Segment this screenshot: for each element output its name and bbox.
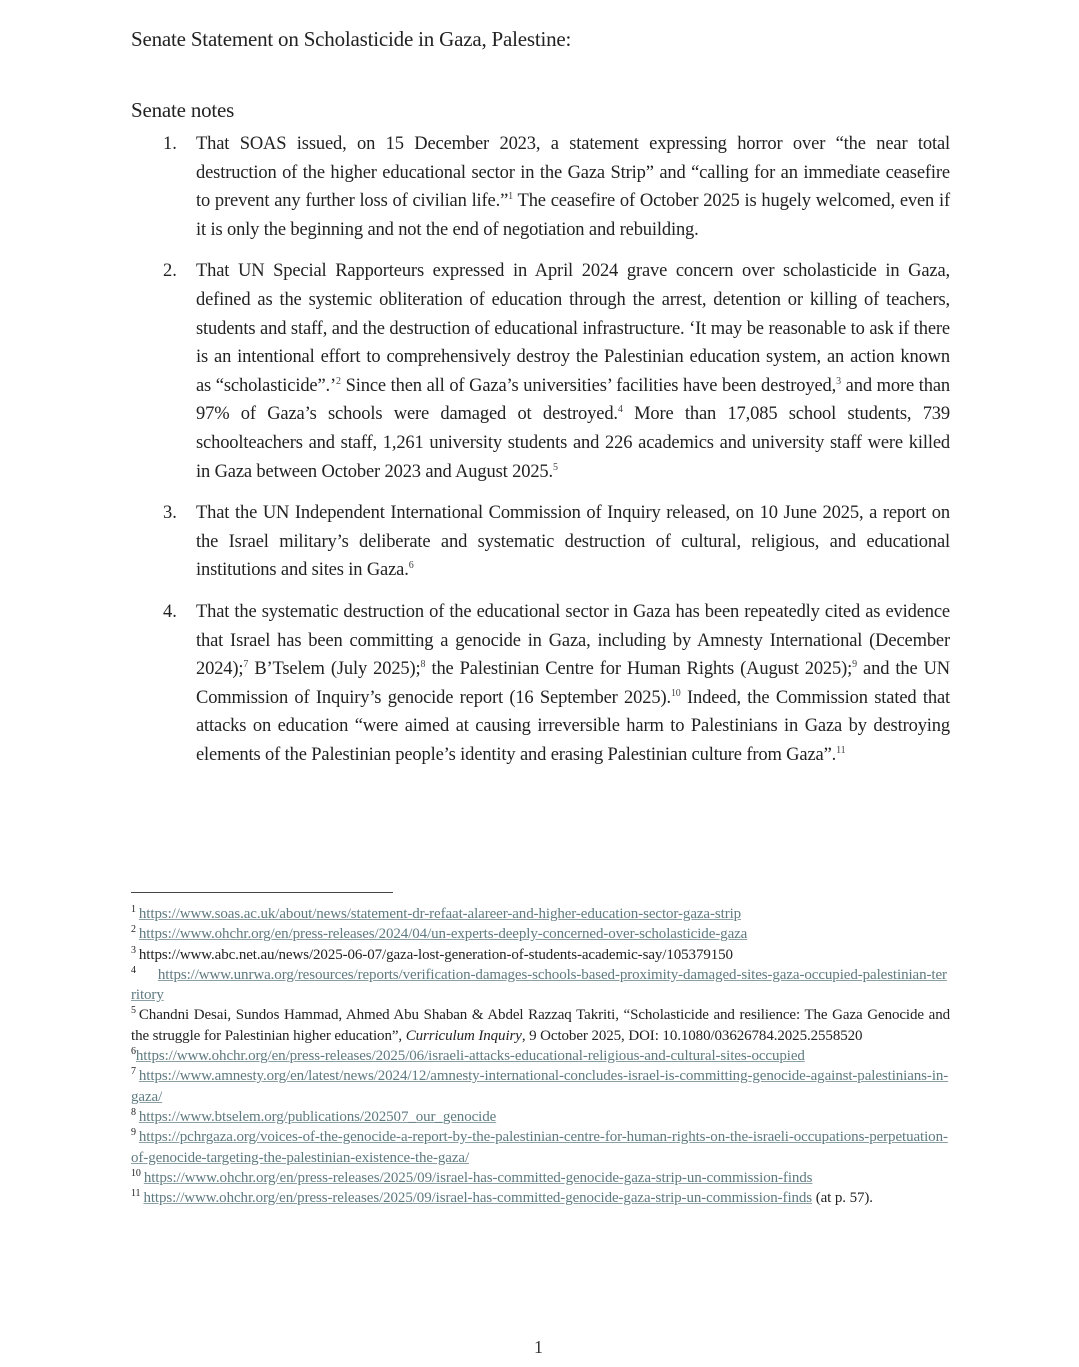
footnote-7	[131, 1066, 950, 1107]
footnote-reference[interactable]: 2	[336, 375, 341, 387]
footnote-link[interactable]: https://pchrgaza.org/voices-of-the-genocide-a-report-by-the-palestinian-centre-for-human-rights-on-the-israeli-occupations-perpetuation-of-genocide-targeting-the-palestinian-existence-the-gaza/	[131, 1129, 948, 1166]
footnote-reference[interactable]: 1	[508, 191, 514, 203]
footnote-reference[interactable]: 10	[670, 687, 681, 699]
footnote-number: 2	[131, 924, 136, 936]
footnote-8	[131, 1107, 950, 1127]
citation-details: , 9 October 2025, DOI: 10.1080/03626784.2025.2558520	[521, 1027, 863, 1044]
footnote-reference[interactable]: 8	[420, 658, 426, 670]
footnote-10	[131, 1168, 950, 1188]
note-number: 3.	[163, 503, 177, 524]
note-number: 4.	[163, 601, 177, 622]
footnote-number: 6	[131, 1046, 136, 1058]
footnote-reference[interactable]: 7	[243, 658, 249, 670]
note-text: That the UN Independent International Commission of Inquiry released, on 10 June 2025, a report on the Israel military’s deliberate and systematic destruction of cultural, religious, and educational institutions and sites in Gaza.$^6$	[196, 503, 950, 581]
footnote-number: 3	[131, 944, 136, 956]
page-number: 1	[534, 1337, 543, 1357]
note-item	[131, 499, 950, 585]
footnote-6	[131, 1046, 950, 1066]
note-item	[131, 257, 950, 486]
footnote-link[interactable]: https://www.amnesty.org/en/latest/news/2024/12/amnesty-international-concludes-israel-is-committing-genocide-against-palestinians-in-gaza/	[131, 1068, 949, 1105]
document-title: Senate Statement on Scholasticide in Gaza, Palestine:	[131, 27, 572, 51]
footnote-suffix: (at p. 57).	[812, 1190, 873, 1207]
note-item	[131, 598, 950, 770]
footnote-url-text: https://www.abc.net.au/news/2025-06-07/gaza-lost-generation-of-students-academic-say/105379150	[138, 946, 733, 963]
note-text: That UN Special Rapporteurs expressed in April 2024 grave concern over scholasticide in Gaza, defined as the systemic obliteration of education through the arrest, detention or killing of teachers, students and staff, and the destruction of educational infrastructure. ‘It may be reasonable to ask if there is an intentional effort to comprehensively destroy the Palestinian education system, an action known as “scholasticide”.’$^2$ Since then all of Gaza’s universities’ facilities have been destroyed,$^3$ and more than 97% of Gaza’s schools were damaged ot destroyed.$^4$ More than 17,085 school students, 739 schoolteachers and staff, 1,261 university students and 226 academics and university staff were killed in Gaza between October 2023 and August 2025.$^5$	[196, 261, 950, 482]
footnote-9	[131, 1127, 950, 1168]
senate-notes-list	[131, 130, 950, 769]
citation-authors-title: Chandni Desai, Sundos Hammad, Ahmed Abu Shaban & Abdel Razzaq Takriti, “Scholasticide and resilience: The Gaza Genocide and the struggle for Palestinian higher education”,	[131, 1007, 950, 1044]
footnote-number: 1	[131, 904, 136, 915]
footnote-link[interactable]: https://www.ohchr.org/en/press-releases/2025/06/israeli-attacks-educational-religious-and-cultural-sites-occupied	[135, 1048, 805, 1065]
footnote-number: 8	[131, 1106, 136, 1118]
footnote-reference[interactable]: 3	[836, 375, 841, 387]
footnote-4	[131, 965, 950, 1006]
note-item	[131, 130, 950, 244]
footnote-link[interactable]: https://www.ohchr.org/en/press-releases/2025/09/israel-has-committed-genocide-gaza-strip-un-commission-finds	[143, 1169, 813, 1186]
footnote-1	[131, 904, 950, 924]
citation-journal: Curriculum Inquiry	[405, 1027, 522, 1044]
footnote-link[interactable]: https://www.soas.ac.uk/about/news/statement-dr-refaat-alareer-and-higher-education-sector-gaza-strip	[138, 906, 742, 922]
footnote-separator	[131, 892, 393, 893]
footnote-number: 10	[131, 1167, 141, 1179]
footnote-link[interactable]: https://www.ohchr.org/en/press-releases/2025/09/israel-has-committed-genocide-gaza-strip-un-commission-finds	[143, 1190, 813, 1207]
note-text: That the systematic destruction of the educational sector in Gaza has been repeatedly cited as evidence that Israel has been committing a genocide in Gaza, including by Amnesty International (December 2024);$^7$ B’Tselem (July 2025);$^8$ the Palestinian Centre for Human Rights (August 2025);$^9$ and the UN Commission of Inquiry’s genocide report (16 September 2025).$^{10}$ Indeed, the Commission stated that attacks on education “were aimed at causing irreversible harm to Palestinians in Gaza by destroying elements of the Palestinian people’s identity and erasing Palestinian culture from Gaza”.$^{11}$	[196, 601, 951, 765]
footnote-number: 11	[131, 1188, 141, 1200]
note-number: 2.	[163, 261, 177, 282]
section-heading: Senate notes	[131, 98, 235, 122]
footnote-link[interactable]: https://www.unrwa.org/resources/reports/verification-damages-schools-based-proximity-damaged-sites-gaza-occupied-palestinian-territory	[131, 966, 947, 1004]
footnote-11	[131, 1188, 950, 1208]
footnote-number: 9	[131, 1127, 136, 1139]
footnote-reference[interactable]: 11	[836, 744, 846, 756]
footnotes	[131, 904, 950, 1208]
footnote-5	[131, 1005, 950, 1046]
footnote-number: 5	[131, 1005, 136, 1017]
footnote-3	[131, 945, 950, 965]
footnote-number: 7	[131, 1066, 136, 1078]
footnote-reference[interactable]: 5	[553, 461, 558, 473]
footnote-reference[interactable]: 9	[852, 658, 857, 670]
note-text: That SOAS issued, on 15 December 2023, a statement expressing horror over “the near total destruction of the higher educational sector in the Gaza Strip” and “calling for an immediate ceasefire to prevent any further loss of civilian life.”$^1$ The ceasefire of October 2025 is hugely welcomed, even if it is only the beginning and not the end of negotiation and rebuilding.	[196, 134, 951, 240]
footnote-link[interactable]: https://www.btselem.org/publications/202507_our_genocide	[138, 1108, 497, 1125]
footnote-reference[interactable]: 4	[617, 404, 623, 416]
note-number: 1.	[163, 134, 177, 154]
footnote-number: 4	[131, 964, 136, 976]
footnote-2	[131, 924, 950, 944]
footnote-link[interactable]: https://www.ohchr.org/en/press-releases/2024/04/un-experts-deeply-concerned-over-scholasticide-gaza	[138, 926, 748, 943]
footnote-reference[interactable]: 6	[408, 560, 414, 572]
